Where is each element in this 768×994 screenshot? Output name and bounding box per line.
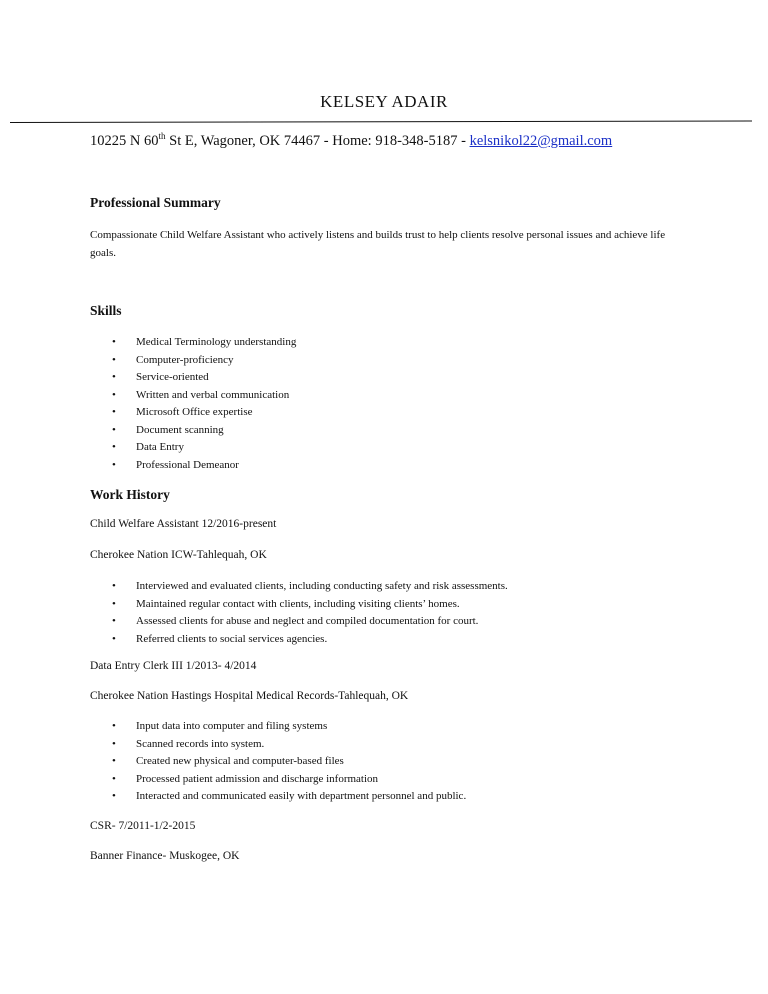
address-superscript: th [158, 131, 166, 141]
skill-item: • Data Entry [112, 439, 296, 457]
skill-item: • Medical Terminology understanding [112, 334, 296, 352]
skill-item: • Written and verbal communication [112, 387, 296, 405]
job-duty: • Created new physical and computer-based files [112, 753, 466, 771]
job-duty: • Scanned records into system. [112, 736, 466, 754]
job-employer: Banner Finance- Muskogee, OK [90, 850, 240, 862]
job-title: Data Entry Clerk III 1/2013- 4/2014 [90, 660, 257, 672]
skill-item: • Service-oriented [112, 369, 296, 387]
professional-summary-heading: Professional Summary [90, 195, 221, 210]
job-duty: • Input data into computer and filing systems [112, 718, 466, 736]
job-duty: • Interacted and communicated easily with department personnel and public. [112, 788, 466, 806]
job-duty: • Interviewed and evaluated clients, including conducting safety and risk assessments. [112, 578, 508, 596]
header-divider [10, 120, 752, 123]
skill-item: • Microsoft Office expertise [112, 404, 296, 422]
job-duty: • Processed patient admission and discharge information [112, 771, 466, 789]
job-duty: • Assessed clients for abuse and neglect and compiled documentation for court. [112, 613, 508, 631]
job-duties-list [112, 578, 508, 648]
email-link[interactable]: kelsnikol22@gmail.com [469, 133, 613, 149]
skills-heading: Skills [90, 303, 122, 318]
address-part-1: 10225 N 60 [90, 133, 159, 149]
resume-name: KELSEY ADAIR [320, 92, 448, 111]
work-history-heading: Work History [90, 487, 170, 502]
job-duties-list [112, 718, 466, 806]
job-title: Child Welfare Assistant 12/2016-present [90, 518, 277, 530]
skill-item: • Document scanning [112, 422, 296, 440]
job-duty: • Maintained regular contact with clients, including visiting clients’ homes. [112, 596, 508, 614]
contact-line [90, 131, 612, 150]
address-part-2: St E, Wagoner, OK 74467 - Home: 918-348-5187 - [165, 133, 470, 149]
job-duty: • Referred clients to social services agencies. [112, 631, 508, 649]
job-employer: Cherokee Nation ICW-Tahlequah, OK [90, 549, 267, 561]
skill-item: • Computer-proficiency [112, 352, 296, 370]
job-employer: Cherokee Nation Hastings Hospital Medical Records-Tahlequah, OK [90, 690, 409, 702]
skill-item: • Professional Demeanor [112, 457, 296, 475]
professional-summary-text: Compassionate Child Welfare Assistant who actively listens and builds trust to help clients resolve personal issues and achieve life goals. [90, 229, 666, 259]
skills-list [112, 334, 296, 474]
job-title: CSR- 7/2011-1/2-2015 [90, 820, 196, 832]
